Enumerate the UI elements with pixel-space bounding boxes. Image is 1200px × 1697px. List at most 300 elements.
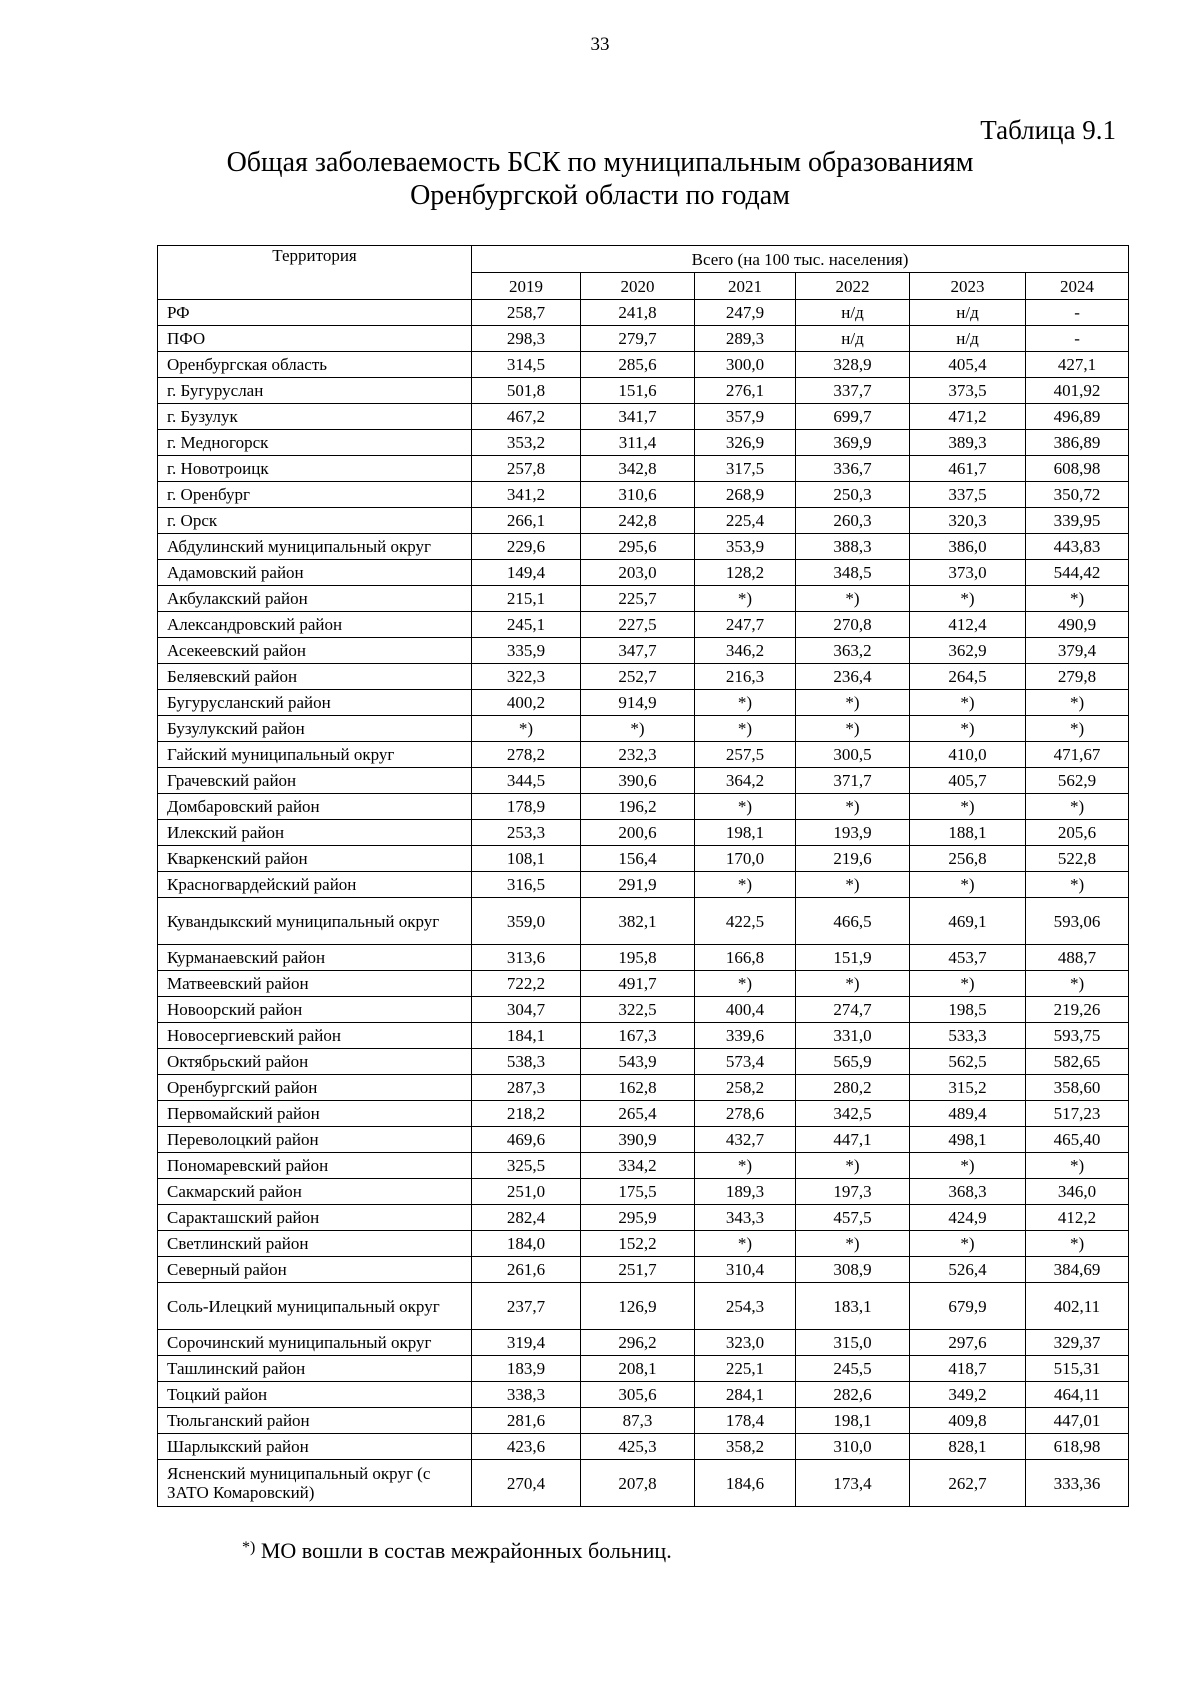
- value-cell: 699,7: [796, 404, 910, 430]
- value-cell: *): [695, 690, 796, 716]
- value-cell: 344,5: [472, 768, 581, 794]
- territory-name: г. Медногорск: [158, 430, 472, 456]
- value-cell: 245,1: [472, 612, 581, 638]
- territory-name: Домбаровский район: [158, 794, 472, 820]
- territory-name: г. Бузулук: [158, 404, 472, 430]
- value-cell: *): [910, 971, 1026, 997]
- value-cell: 593,75: [1026, 1023, 1129, 1049]
- table-row: [158, 560, 1129, 586]
- table-row: [158, 1257, 1129, 1283]
- value-cell: -: [1026, 326, 1129, 352]
- value-cell: *): [695, 872, 796, 898]
- value-cell: 203,0: [581, 560, 695, 586]
- territory-name: Северный район: [158, 1257, 472, 1283]
- value-cell: 325,5: [472, 1153, 581, 1179]
- value-cell: 402,11: [1026, 1283, 1129, 1330]
- territory-name: г. Орск: [158, 508, 472, 534]
- territory-name: Сорочинский муниципальный округ: [158, 1330, 472, 1356]
- value-cell: 300,0: [695, 352, 796, 378]
- value-cell: 258,7: [472, 300, 581, 326]
- value-cell: 349,2: [910, 1382, 1026, 1408]
- value-cell: -: [1026, 300, 1129, 326]
- table-row: [158, 638, 1129, 664]
- value-cell: 315,2: [910, 1075, 1026, 1101]
- value-cell: 198,5: [910, 997, 1026, 1023]
- territory-name: Новоорский район: [158, 997, 472, 1023]
- table-row: [158, 768, 1129, 794]
- value-cell: 423,6: [472, 1434, 581, 1460]
- value-cell: *): [910, 1153, 1026, 1179]
- value-cell: 432,7: [695, 1127, 796, 1153]
- value-cell: *): [695, 794, 796, 820]
- value-cell: 334,2: [581, 1153, 695, 1179]
- value-cell: 329,37: [1026, 1330, 1129, 1356]
- value-cell: 219,26: [1026, 997, 1129, 1023]
- territory-name: Переволоцкий район: [158, 1127, 472, 1153]
- table-row: [158, 1382, 1129, 1408]
- table-row: [158, 612, 1129, 638]
- value-cell: 517,23: [1026, 1101, 1129, 1127]
- territory-name: Оренбургский район: [158, 1075, 472, 1101]
- value-cell: 326,9: [695, 430, 796, 456]
- value-cell: *): [695, 1153, 796, 1179]
- value-cell: 257,5: [695, 742, 796, 768]
- value-cell: 544,42: [1026, 560, 1129, 586]
- value-cell: н/д: [910, 300, 1026, 326]
- value-cell: 469,6: [472, 1127, 581, 1153]
- value-cell: 489,4: [910, 1101, 1026, 1127]
- table-row: [158, 534, 1129, 560]
- value-cell: *): [796, 971, 910, 997]
- value-cell: 471,2: [910, 404, 1026, 430]
- territory-name: Кувандыкский муниципальный округ: [158, 898, 472, 945]
- value-cell: *): [581, 716, 695, 742]
- header-year: 2024: [1026, 273, 1129, 300]
- value-cell: 149,4: [472, 560, 581, 586]
- value-cell: 225,4: [695, 508, 796, 534]
- value-cell: 225,7: [581, 586, 695, 612]
- value-cell: 348,5: [796, 560, 910, 586]
- value-cell: 184,1: [472, 1023, 581, 1049]
- territory-name: Соль-Илецкий муниципальный округ: [158, 1283, 472, 1330]
- table-row: [158, 508, 1129, 534]
- value-cell: 328,9: [796, 352, 910, 378]
- value-cell: 225,1: [695, 1356, 796, 1382]
- table-row: [158, 1049, 1129, 1075]
- table-row: [158, 945, 1129, 971]
- territory-name: Новосергиевский район: [158, 1023, 472, 1049]
- value-cell: 251,7: [581, 1257, 695, 1283]
- value-cell: *): [796, 586, 910, 612]
- value-cell: 464,11: [1026, 1382, 1129, 1408]
- value-cell: 305,6: [581, 1382, 695, 1408]
- value-cell: 183,1: [796, 1283, 910, 1330]
- value-cell: 538,3: [472, 1049, 581, 1075]
- value-cell: 358,60: [1026, 1075, 1129, 1101]
- value-cell: 245,5: [796, 1356, 910, 1382]
- territory-name: Илекский район: [158, 820, 472, 846]
- value-cell: 285,6: [581, 352, 695, 378]
- value-cell: 215,1: [472, 586, 581, 612]
- title-line-2: Оренбургской области по годам: [410, 180, 790, 211]
- value-cell: 282,4: [472, 1205, 581, 1231]
- value-cell: 427,1: [1026, 352, 1129, 378]
- table-row: [158, 1283, 1129, 1330]
- value-cell: 353,9: [695, 534, 796, 560]
- table-row: [158, 586, 1129, 612]
- header-group: Всего (на 100 тыс. населения): [472, 246, 1129, 273]
- value-cell: 156,4: [581, 846, 695, 872]
- table-row: [158, 456, 1129, 482]
- value-cell: 316,5: [472, 872, 581, 898]
- value-cell: 343,3: [695, 1205, 796, 1231]
- value-cell: 196,2: [581, 794, 695, 820]
- value-cell: 265,4: [581, 1101, 695, 1127]
- value-cell: *): [910, 586, 1026, 612]
- territory-name: Асекеевский район: [158, 638, 472, 664]
- value-cell: 300,5: [796, 742, 910, 768]
- value-cell: *): [796, 872, 910, 898]
- value-cell: 337,5: [910, 482, 1026, 508]
- value-cell: 319,4: [472, 1330, 581, 1356]
- value-cell: 453,7: [910, 945, 1026, 971]
- value-cell: *): [796, 716, 910, 742]
- value-cell: н/д: [796, 326, 910, 352]
- value-cell: 371,7: [796, 768, 910, 794]
- value-cell: 353,2: [472, 430, 581, 456]
- value-cell: 722,2: [472, 971, 581, 997]
- value-cell: 400,2: [472, 690, 581, 716]
- territory-name: г. Оренбург: [158, 482, 472, 508]
- value-cell: 282,6: [796, 1382, 910, 1408]
- table-row: [158, 872, 1129, 898]
- value-cell: 412,4: [910, 612, 1026, 638]
- table-row: [158, 1205, 1129, 1231]
- value-cell: 498,1: [910, 1127, 1026, 1153]
- value-cell: 219,6: [796, 846, 910, 872]
- value-cell: 258,2: [695, 1075, 796, 1101]
- value-cell: *): [1026, 872, 1129, 898]
- value-cell: 362,9: [910, 638, 1026, 664]
- value-cell: 266,1: [472, 508, 581, 534]
- table-row: [158, 404, 1129, 430]
- value-cell: 257,8: [472, 456, 581, 482]
- page-number: 33: [590, 34, 610, 55]
- value-cell: 291,9: [581, 872, 695, 898]
- territory-name: Грачевский район: [158, 768, 472, 794]
- value-cell: 278,2: [472, 742, 581, 768]
- value-cell: 315,0: [796, 1330, 910, 1356]
- value-cell: 253,3: [472, 820, 581, 846]
- value-cell: 281,6: [472, 1408, 581, 1434]
- value-cell: 162,8: [581, 1075, 695, 1101]
- value-cell: 247,9: [695, 300, 796, 326]
- value-cell: 443,83: [1026, 534, 1129, 560]
- table-row: [158, 690, 1129, 716]
- value-cell: 412,2: [1026, 1205, 1129, 1231]
- value-cell: 582,65: [1026, 1049, 1129, 1075]
- value-cell: 151,6: [581, 378, 695, 404]
- value-cell: 279,8: [1026, 664, 1129, 690]
- value-cell: 313,6: [472, 945, 581, 971]
- value-cell: 175,5: [581, 1179, 695, 1205]
- territory-name: Оренбургская область: [158, 352, 472, 378]
- territory-name: Тоцкий район: [158, 1382, 472, 1408]
- value-cell: *): [1026, 1231, 1129, 1257]
- value-cell: 409,8: [910, 1408, 1026, 1434]
- value-cell: 304,7: [472, 997, 581, 1023]
- table-row: [158, 300, 1129, 326]
- territory-name: Сакмарский район: [158, 1179, 472, 1205]
- value-cell: 205,6: [1026, 820, 1129, 846]
- value-cell: 260,3: [796, 508, 910, 534]
- value-cell: 373,5: [910, 378, 1026, 404]
- value-cell: 335,9: [472, 638, 581, 664]
- table-label: Таблица 9.1: [980, 115, 1116, 145]
- value-cell: 488,7: [1026, 945, 1129, 971]
- value-cell: *): [796, 1153, 910, 1179]
- value-cell: 347,7: [581, 638, 695, 664]
- table-row: [158, 898, 1129, 945]
- value-cell: 295,9: [581, 1205, 695, 1231]
- value-cell: *): [1026, 971, 1129, 997]
- value-cell: 295,6: [581, 534, 695, 560]
- value-cell: 254,3: [695, 1283, 796, 1330]
- value-cell: *): [910, 690, 1026, 716]
- value-cell: 167,3: [581, 1023, 695, 1049]
- territory-name: Светлинский район: [158, 1231, 472, 1257]
- value-cell: 166,8: [695, 945, 796, 971]
- territory-name: Беляевский район: [158, 664, 472, 690]
- value-cell: 350,72: [1026, 482, 1129, 508]
- value-cell: *): [910, 1231, 1026, 1257]
- value-cell: 250,3: [796, 482, 910, 508]
- value-cell: 207,8: [581, 1460, 695, 1507]
- table-row: [158, 378, 1129, 404]
- value-cell: 256,8: [910, 846, 1026, 872]
- header-year: 2020: [581, 273, 695, 300]
- value-cell: 386,89: [1026, 430, 1129, 456]
- value-cell: 346,2: [695, 638, 796, 664]
- value-cell: 465,40: [1026, 1127, 1129, 1153]
- table-row: [158, 1179, 1129, 1205]
- value-cell: *): [796, 690, 910, 716]
- value-cell: 251,0: [472, 1179, 581, 1205]
- value-cell: 310,4: [695, 1257, 796, 1283]
- value-cell: 608,98: [1026, 456, 1129, 482]
- value-cell: 543,9: [581, 1049, 695, 1075]
- value-cell: *): [1026, 690, 1129, 716]
- value-cell: 198,1: [796, 1408, 910, 1434]
- value-cell: 200,6: [581, 820, 695, 846]
- header-year: 2019: [472, 273, 581, 300]
- value-cell: 178,9: [472, 794, 581, 820]
- value-cell: 151,9: [796, 945, 910, 971]
- value-cell: 227,5: [581, 612, 695, 638]
- value-cell: 308,9: [796, 1257, 910, 1283]
- table-row: [158, 1231, 1129, 1257]
- value-cell: 364,2: [695, 768, 796, 794]
- territory-name: Бугурусланский район: [158, 690, 472, 716]
- value-cell: 183,9: [472, 1356, 581, 1382]
- value-cell: 320,3: [910, 508, 1026, 534]
- value-cell: 346,0: [1026, 1179, 1129, 1205]
- table-row: [158, 997, 1129, 1023]
- value-cell: 341,2: [472, 482, 581, 508]
- value-cell: *): [910, 794, 1026, 820]
- value-cell: *): [695, 971, 796, 997]
- value-cell: 310,6: [581, 482, 695, 508]
- value-cell: 359,0: [472, 898, 581, 945]
- value-cell: 501,8: [472, 378, 581, 404]
- value-cell: 526,4: [910, 1257, 1026, 1283]
- value-cell: 229,6: [472, 534, 581, 560]
- value-cell: 342,5: [796, 1101, 910, 1127]
- value-cell: 311,4: [581, 430, 695, 456]
- value-cell: 401,92: [1026, 378, 1129, 404]
- value-cell: *): [910, 716, 1026, 742]
- value-cell: 152,2: [581, 1231, 695, 1257]
- value-cell: 400,4: [695, 997, 796, 1023]
- table-row: [158, 352, 1129, 378]
- value-cell: *): [796, 794, 910, 820]
- value-cell: 310,0: [796, 1434, 910, 1460]
- value-cell: 339,6: [695, 1023, 796, 1049]
- value-cell: 262,7: [910, 1460, 1026, 1507]
- value-cell: *): [695, 716, 796, 742]
- table-row: [158, 1153, 1129, 1179]
- table-row: [158, 326, 1129, 352]
- value-cell: 126,9: [581, 1283, 695, 1330]
- value-cell: 461,7: [910, 456, 1026, 482]
- territory-name: Матвеевский район: [158, 971, 472, 997]
- header-territory: Территория: [158, 246, 472, 300]
- table-row: [158, 716, 1129, 742]
- value-cell: *): [1026, 716, 1129, 742]
- territory-name: Октябрьский район: [158, 1049, 472, 1075]
- value-cell: 384,69: [1026, 1257, 1129, 1283]
- table-row: [158, 742, 1129, 768]
- value-cell: 358,2: [695, 1434, 796, 1460]
- value-cell: 914,9: [581, 690, 695, 716]
- value-cell: 390,6: [581, 768, 695, 794]
- value-cell: 828,1: [910, 1434, 1026, 1460]
- value-cell: 287,3: [472, 1075, 581, 1101]
- value-cell: 195,8: [581, 945, 695, 971]
- territory-name: Кваркенский район: [158, 846, 472, 872]
- value-cell: 173,4: [796, 1460, 910, 1507]
- value-cell: 108,1: [472, 846, 581, 872]
- value-cell: 562,5: [910, 1049, 1026, 1075]
- value-cell: 341,7: [581, 404, 695, 430]
- footnote: [242, 1538, 672, 1564]
- table-row: [158, 1460, 1129, 1507]
- value-cell: 232,3: [581, 742, 695, 768]
- value-cell: 333,36: [1026, 1460, 1129, 1507]
- territory-name: Саракташский район: [158, 1205, 472, 1231]
- table-row: [158, 664, 1129, 690]
- table-row: [158, 1330, 1129, 1356]
- value-cell: 447,01: [1026, 1408, 1129, 1434]
- value-cell: 261,6: [472, 1257, 581, 1283]
- value-cell: *): [695, 586, 796, 612]
- value-cell: *): [910, 872, 1026, 898]
- value-cell: 522,8: [1026, 846, 1129, 872]
- value-cell: 193,9: [796, 820, 910, 846]
- value-cell: 490,9: [1026, 612, 1129, 638]
- value-cell: 276,1: [695, 378, 796, 404]
- value-cell: 178,4: [695, 1408, 796, 1434]
- value-cell: 247,7: [695, 612, 796, 638]
- morbidity-table: [157, 245, 1129, 1507]
- territory-name: г. Новотроицк: [158, 456, 472, 482]
- value-cell: 357,9: [695, 404, 796, 430]
- value-cell: 418,7: [910, 1356, 1026, 1382]
- table-body: [158, 300, 1129, 1507]
- value-cell: 339,95: [1026, 508, 1129, 534]
- header-year: 2021: [695, 273, 796, 300]
- value-cell: 198,1: [695, 820, 796, 846]
- value-cell: 322,5: [581, 997, 695, 1023]
- value-cell: 189,3: [695, 1179, 796, 1205]
- value-cell: 405,4: [910, 352, 1026, 378]
- table-row: [158, 1127, 1129, 1153]
- value-cell: 87,3: [581, 1408, 695, 1434]
- value-cell: 278,6: [695, 1101, 796, 1127]
- value-cell: 237,7: [472, 1283, 581, 1330]
- value-cell: 241,8: [581, 300, 695, 326]
- value-cell: 369,9: [796, 430, 910, 456]
- value-cell: 170,0: [695, 846, 796, 872]
- value-cell: 208,1: [581, 1356, 695, 1382]
- value-cell: 469,1: [910, 898, 1026, 945]
- table-row: [158, 430, 1129, 456]
- value-cell: 270,4: [472, 1460, 581, 1507]
- value-cell: 296,2: [581, 1330, 695, 1356]
- value-cell: 457,5: [796, 1205, 910, 1231]
- value-cell: 289,3: [695, 326, 796, 352]
- value-cell: 573,4: [695, 1049, 796, 1075]
- value-cell: 184,6: [695, 1460, 796, 1507]
- table-row: [158, 482, 1129, 508]
- territory-name: ПФО: [158, 326, 472, 352]
- value-cell: *): [796, 1231, 910, 1257]
- value-cell: 373,0: [910, 560, 1026, 586]
- value-cell: 342,8: [581, 456, 695, 482]
- value-cell: 322,3: [472, 664, 581, 690]
- territory-name: Ясненский муниципальный округ (с ЗАТО Комаровский): [158, 1460, 472, 1507]
- value-cell: *): [1026, 586, 1129, 612]
- value-cell: 216,3: [695, 664, 796, 690]
- document-title: [0, 146, 1200, 212]
- value-cell: 390,9: [581, 1127, 695, 1153]
- value-cell: 331,0: [796, 1023, 910, 1049]
- table-row: [158, 1023, 1129, 1049]
- header-year: 2023: [910, 273, 1026, 300]
- value-cell: 496,89: [1026, 404, 1129, 430]
- value-cell: 368,3: [910, 1179, 1026, 1205]
- territory-name: Абдулинский муниципальный округ: [158, 534, 472, 560]
- territory-name: Александровский район: [158, 612, 472, 638]
- value-cell: 363,2: [796, 638, 910, 664]
- value-cell: 425,3: [581, 1434, 695, 1460]
- table-row: [158, 971, 1129, 997]
- value-cell: *): [472, 716, 581, 742]
- header-year: 2022: [796, 273, 910, 300]
- territory-name: Шарлыкский район: [158, 1434, 472, 1460]
- table-row: [158, 1434, 1129, 1460]
- table-row: [158, 846, 1129, 872]
